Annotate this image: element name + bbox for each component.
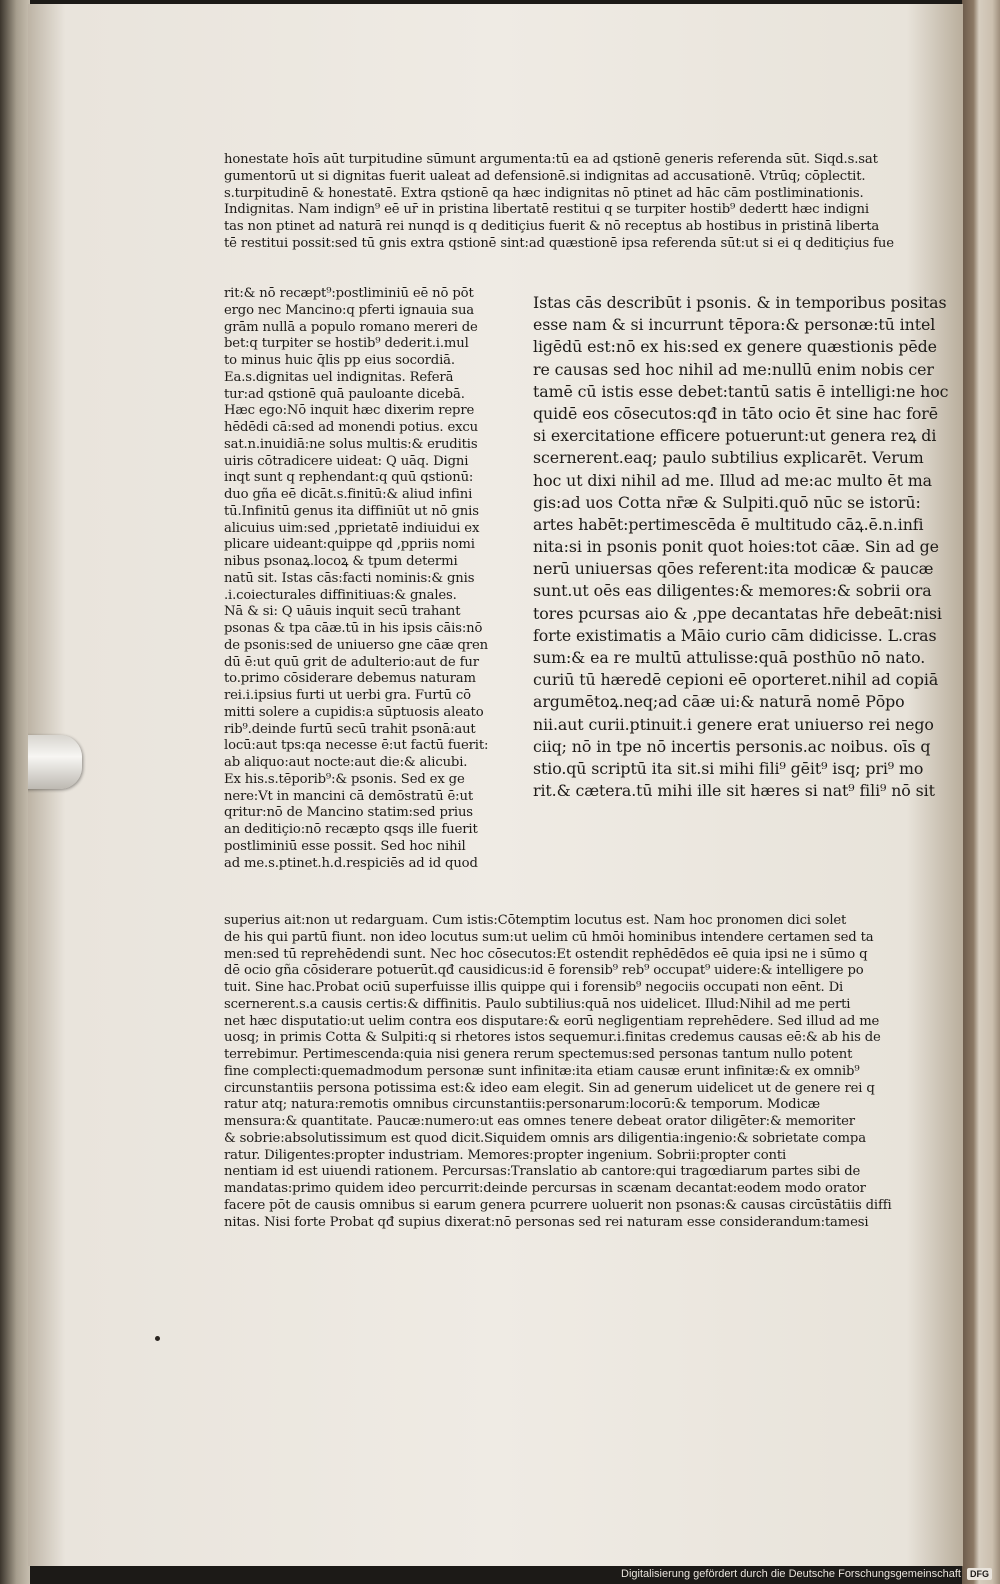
text-line: nii.aut curii.ptinuit.i genere erat uniuerso rei nego [533, 714, 934, 734]
text-line: natū sit. Istas cās:facti nominis:& gnis [224, 570, 475, 586]
text-line: ratur. Diligentes:propter industriam. Memores:propter ingenium. Sobrii:propter conti [224, 1147, 787, 1163]
footer-credit: Digitalisierung gefördert durch die Deutsche Forschungsgemeinschaft [621, 1568, 961, 1580]
right-column [533, 292, 955, 802]
text-line: fine complecti:quemadmodum personæ sunt infinitæ:ita etiam causæ erunt infinitæ:& ex omnib⁹ [224, 1063, 860, 1079]
text-line: nitas. Nisi forte Probat qđ supius dixerat:nō personas sed rei naturam esse considerandum:tamesi [224, 1214, 869, 1230]
text-line: uosq; in primis Cotta & Sulpiti:q si rhetores istos sequemur.i.finitas credemus causas eē:& ab his de [224, 1030, 881, 1046]
text-line: tuit. Sine hac.Probat ociū superfuisse illis quippe qui i forensib⁹ negociis occupati non eēnt. Di [224, 980, 844, 995]
text-line: duo gña eē dicāt.s.finitū:& aliud infini [224, 487, 473, 502]
text-line: rei.i.ipsius furti ut uerbi gra. Furtū cō [224, 688, 471, 703]
text-line: ciiq; nō in tpe nō incertis personis.ac noibus. oīs q [533, 736, 931, 756]
text-line: ergo nec Mancino:q pferti ignauia sua [224, 302, 475, 318]
text-line: mandatas:primo quidem ideo percurrit:deinde percursas in scænam decantat:eodem modo orator [224, 1181, 866, 1196]
text-line: nerū uniuersas qōes referent:ita modicæ & paucæ [533, 559, 934, 579]
text-line: Istas cās describūt i psonis. & in temporibus positas [533, 293, 947, 312]
text-line: rib⁹.deinde furtū secū trahit psonā:aut [224, 721, 476, 737]
text-line: inqt sunt q rephendant:q quū qstionū: [224, 470, 474, 486]
text-line: gis:ad uos Cotta nr̄æ & Sulpiti.quō nūc se istorū: [533, 492, 921, 512]
bottom-text-block [224, 913, 956, 1231]
left-column [224, 286, 512, 872]
text-line: dē ocio gña cōsiderare potuerūt.qđ causidicus:id ē forensib⁹ reb⁹ occupat⁹ uidere:& intelligere po [224, 963, 864, 979]
text-line: tur:ad qstionē quā pauloante dicebā. [224, 386, 465, 402]
text-line: locū:aut tps:qa necesse ē:ut factū fuerit: [224, 738, 489, 754]
text-line: artes habēt:pertimescēda ē multitudo cāꝝ.ē.n.infi [533, 514, 924, 534]
text-line: facere pōt de causis omnibus si earum genera pcurrere uoluerit non psonas:& causas circūstātiis diffi [224, 1197, 892, 1213]
text-line: sum:& ea re multū attulisse:quā posthūo nō nato. [533, 648, 926, 667]
text-line: de psonis:sed de uniuerso gne cāæ qren [224, 637, 488, 653]
text-line: tores pcursas aio & ,ppe decantatas hr̄e debeāt:nisi [533, 603, 942, 623]
book-edge-right [962, 0, 1000, 1584]
text-line: net hæc disputatio:ut uelim contra eos disputare:& eorū negligentiam reprehēdere. Sed illud ad me [224, 1013, 880, 1029]
text-line: de his qui partū fiunt. non ideo locutus sum:ut uelim cū hmōi hominibus intendere certamen sed ta [224, 929, 874, 945]
text-line: tas non ptinet ad naturā rei nunqd is q deditiçius fuerit & nō receptus ab hostibus in pristinā liberta [224, 219, 880, 234]
book-edge-left [0, 0, 30, 1584]
text-line: rit:& nō recæpt⁹:postliminiū eē nō pōt [224, 286, 474, 301]
text-line: mitti solere a cupidis:a sūptuosis aleato [224, 704, 484, 720]
text-line: tē restitui possit:sed tū gnis extra qstionē sint:ad quæstionē ipsa referenda sūt:ut si ei q deditiçius fue [224, 235, 894, 251]
text-line: honestate hoīs aūt turpitudine sūmunt argumenta:tū ea ad qstionē generis referenda sūt. Siqd.s.sat [224, 152, 878, 167]
text-line: ratur atq; natura:remotis omnibus circunstantiis:personarum:locorū:& temporum. Modicæ [224, 1097, 821, 1113]
text-line: quidē eos cōsecutos:qđ in tāto ocio ēt sine hac forē [533, 403, 938, 423]
text-line: psonas & tpa cāæ.tū in his ipsis cāis:nō [224, 621, 483, 636]
text-line: sat.n.inuidiā:ne solus multis:& eruditis [224, 436, 478, 452]
text-line: to minus huic q̄lis pp eius socordiā. [224, 353, 455, 368]
text-line: to.primo cōsiderare debemus naturam [224, 671, 476, 687]
text-line: Nā & si: Q uāuis inquit secū trahant [224, 604, 461, 620]
text-line: stio.qū scriptū ita sit.si mihi fili⁹ gēit⁹ isq; pri⁹ mo [533, 758, 924, 778]
ink-dot [155, 1336, 160, 1341]
text-line: s.turpitudinē & honestatē. Extra qstionē qa hæc indignitas nō ptinet ad hāc cām postliminationis. [224, 185, 864, 201]
text-line: sunt.ut oēs eas diligentes:& memores:& sobrii ora [533, 581, 932, 601]
text-line: tū.Infinitū genus ita diffiniūt ut nō gnis [224, 503, 479, 519]
text-line: rit.& cætera.tū mihi ille sit hæres si nat⁹ fili⁹ nō sit [533, 781, 935, 801]
text-line: superius ait:non ut redarguam. Cum istis:Cōtemptim locutus est. Nam hoc pronomen dici solet [224, 913, 847, 928]
text-line: Indignitas. Nam indign⁹ eē ur̄ in pristina libertatē restitui q se turpiter hostib⁹ dedertt hæc indigni [224, 202, 869, 218]
text-line: hēdēdi cā:sed ad monendi potius. excu [224, 420, 478, 435]
text-line: Ea.s.dignitas uel indignitas. Referā [224, 369, 454, 385]
text-line: grām nullā a populo romano mereri de [224, 319, 478, 335]
top-text-block [224, 152, 956, 253]
text-line: forte existimatis a Māio curio cām didicisse. L.cras [533, 625, 937, 645]
text-line: argumētoꝝ.neq;ad cāæ ui:& naturā nomē Pōpo [533, 692, 905, 712]
text-line: nibus psonaꝝ.locoꝝ & tpum determi [224, 554, 458, 569]
text-line: ligēdū est:nō ex his:sed ex genere quæstionis pēde [533, 337, 937, 357]
text-line: nentiam id est uiuendi rationem. Percursas:Translatio ab cantore:qui tragœdiarum partes sibi de [224, 1164, 861, 1180]
text-line: .i.coiecturales diffinitiuas:& gnales. [224, 587, 457, 603]
text-line: postliminiū esse possit. Sed hoc nihil [224, 838, 466, 854]
text-line: Ex his.s.tēporib⁹:& psonis. Sed ex ge [224, 771, 465, 787]
text-line: curiū tū hæredē cepioni eē oporteret.nihil ad copiā [533, 670, 939, 690]
text-line: dū ē:ut quū grit de adulterio:aut de fur [224, 654, 479, 670]
text-line: ad me.s.ptinet.h.d.respiciēs ad id quod [224, 855, 478, 871]
footer [621, 1568, 992, 1580]
text-line: ab aliquo:aut nocte:aut die:& alicubi. [224, 755, 468, 770]
text-line: bet:q turpiter se hostib⁹ dederit.i.mul [224, 336, 469, 352]
text-line: alicuius uim:sed ,pprietatē indiuidui ex [224, 520, 480, 536]
text-line: esse nam & si incurrunt tēpora:& personæ:tū intel [533, 315, 936, 335]
text-line: terrebimur. Pertimescenda:quia nisi genera rerum spectemus:sed personas tantum nullo potent [224, 1047, 853, 1062]
text-line: & sobrie:absolutissimum est quod dicit.Siquidem omnis ars diligentia:ingenio:& sobrietate compa [224, 1130, 866, 1146]
text-line: re causas sed hoc nihil ad me:nullū enim nobis cer [533, 359, 934, 379]
text-line: nere:Vt in mancini cā demōstratū ē:ut [224, 788, 473, 804]
text-line: scernerent.s.a causis certis:& diffinitis. Paulo subtilius:quā nos uidelicet. Illud:Nihil ad me perti [224, 996, 851, 1012]
text-line: nita:si in psonis ponit quot hoies:tot cāæ. Sin ad ge [533, 537, 939, 557]
text-line: mensura:& quantitate. Paucæ:numero:ut eas omnes tenere debeat orator diligēter:& memoriter [224, 1114, 855, 1129]
dfg-logo: DFG [967, 1568, 992, 1580]
text-line: uiris cōtradicere uideat: Q uāq. Digni [224, 453, 469, 469]
text-line: an deditiçio:nō recæpto qsqs ille fuerit [224, 822, 478, 837]
book-page [28, 4, 963, 1566]
text-line: gumentorū ut si dignitas fuerit ualeat ad defensionē.si indignitas ad accusationē. Vtrūq; cōplectit. [224, 168, 866, 184]
text-line: hoc ut dixi nihil ad me. Illud ad me:ac multo ēt ma [533, 470, 932, 490]
text-line: si exercitatione efficere potuerunt:ut genera reꝝ di [533, 426, 937, 446]
text-line: plicare uideant:quippe qd ,ppriis nomi [224, 537, 475, 553]
text-line: men:sed tū reprehēdendi sunt. Nec hoc cōsecutos:Et ostendit rephēdēdos eē quia ipsi ne i sūmo q [224, 946, 868, 962]
text-line: scernerent.eaq; paulo subtilius explicarēt. Verum [533, 448, 924, 468]
text-line: qritur:nō de Mancino statim:sed prius [224, 805, 473, 821]
text-line: circunstantiis persona potissima est:& ideo eam elegit. Sin ad generum uidelicet ut de genere rei q [224, 1080, 875, 1096]
text-line: tamē cū istis esse debet:tantū satis ē intelligi:ne hoc [533, 381, 949, 401]
page-clip [28, 735, 82, 789]
text-line: Hæc ego:Nō inquit hæc dixerim repre [224, 403, 475, 419]
